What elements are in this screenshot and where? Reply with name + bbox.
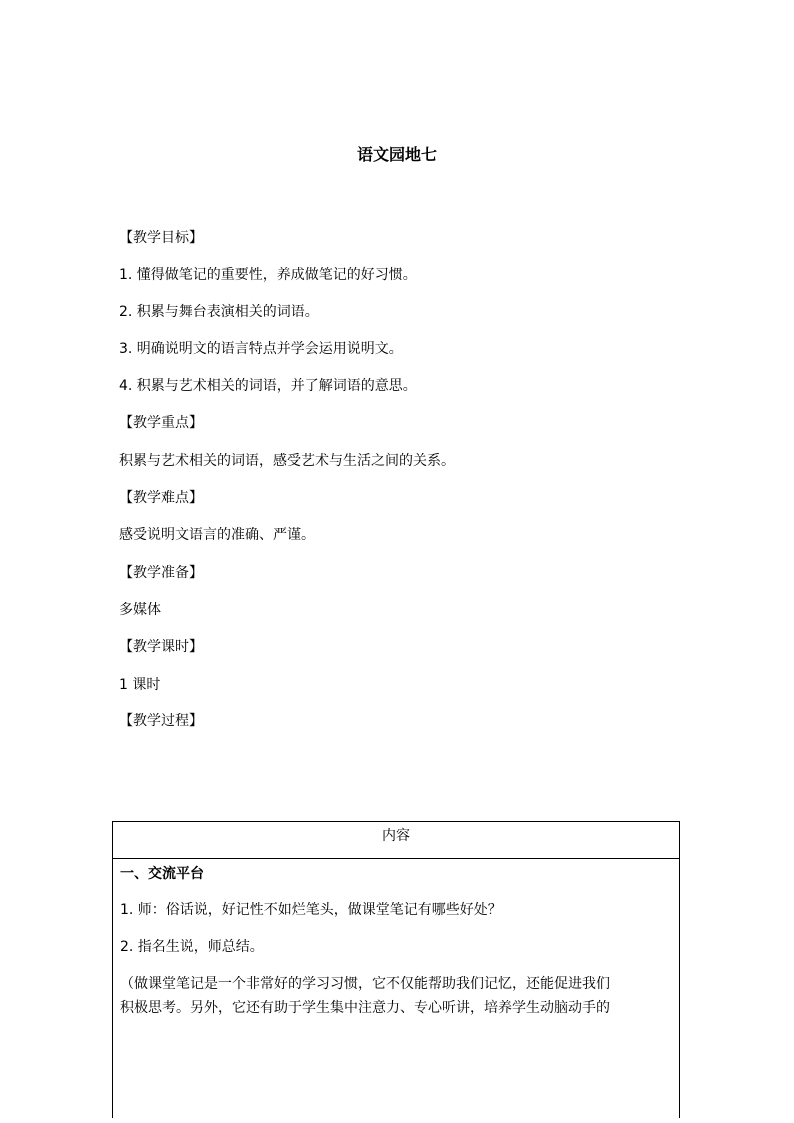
objectives-heading: 【教学目标】 bbox=[119, 230, 203, 246]
table-line-2: 2. 指名生说，师总结。 bbox=[120, 939, 264, 955]
table-header-content: 内容 bbox=[113, 822, 679, 859]
periods-text: 1 课时 bbox=[119, 677, 161, 693]
preparation-text: 多媒体 bbox=[119, 602, 161, 618]
periods-heading: 【教学课时】 bbox=[119, 639, 203, 655]
process-heading: 【教学过程】 bbox=[119, 713, 203, 729]
table-line-1: 1. 师：俗话说，好记性不如烂笔头，做课堂笔记有哪些好处？ bbox=[120, 902, 502, 918]
objective-item-2: 2. 积累与舞台表演相关的词语。 bbox=[119, 304, 319, 320]
preparation-heading: 【教学准备】 bbox=[119, 565, 203, 581]
key-points-heading: 【教学重点】 bbox=[119, 415, 203, 431]
objective-item-4: 4. 积累与艺术相关的词语，并了解词语的意思。 bbox=[119, 378, 417, 394]
objective-item-1: 1. 懂得做笔记的重要性，养成做笔记的好习惯。 bbox=[119, 267, 417, 283]
table-section-title: 一、交流平台 bbox=[120, 866, 204, 882]
process-table bbox=[112, 821, 680, 1118]
document-title: 语文园地七 bbox=[356, 145, 437, 164]
table-line-4: 积极思考。另外，它还有助于学生集中注意力、专心听讲，培养学生动脑动手的 bbox=[120, 1000, 610, 1016]
objective-item-3: 3. 明确说明文的语言特点并学会运用说明文。 bbox=[119, 341, 403, 357]
key-points-text: 积累与艺术相关的词语，感受艺术与生活之间的关系。 bbox=[119, 453, 455, 469]
table-line-3: （做课堂笔记是一个非常好的学习习惯，它不仅能帮助我们记忆，还能促进我们 bbox=[120, 976, 610, 992]
difficulties-heading: 【教学难点】 bbox=[119, 490, 203, 506]
difficulties-text: 感受说明文语言的准确、严谨。 bbox=[119, 527, 315, 543]
